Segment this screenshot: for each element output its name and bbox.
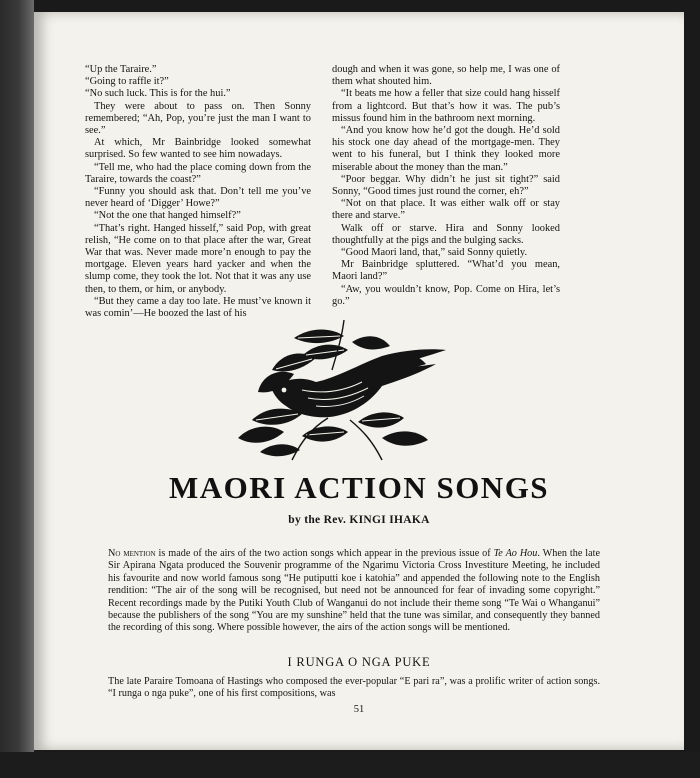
story-paragraph: Walk off or starve. Hira and Sonny looked thoughtfully at the pigs and the bulging sacks. xyxy=(332,222,560,246)
story-paragraph: “Aw, you wouldn’t know, Pop. Come on Hira, let’s go.” xyxy=(332,283,560,307)
intro-text-2: . When the late Sir Apirana Ngata produced the Souvenir programme of the Ngarimu Victoria Cross Investiture Meeting, he included his favourite and now world famous song “He putiputti koe i katohia” and appended the following note to the English rendition: “The air of the song will be recognised, but need not be announced for fear of invading some copyright.” Recent recordings made by the Putiki Youth Club of Wanganui do not include their theme song “Te Wai o Whanganui” because the publishers of the song “You are my sunshine” held that the tune was similar, and consequently they banned the recording of this song. Where possible however, the airs of the action songs will be mentioned. xyxy=(108,548,601,634)
story-paragraph: “Up the Taraire.” xyxy=(85,64,157,75)
song-subheading: I RUNGA O NGA PUKE xyxy=(287,655,431,669)
story-paragraph: “Poor beggar. Why didn’t he just sit tight?” said Sonny, “Good times just round the corner, eh?” xyxy=(332,173,560,198)
author-name: KINGI IHAKA xyxy=(349,514,430,526)
story-paragraph: “Not the one that hanged himself?” xyxy=(94,210,241,222)
story-paragraph: Mr Bainbridge spluttered. “What’d you mean, Maori land?” xyxy=(332,259,560,283)
intro-lead: No mention xyxy=(108,548,156,559)
magazine-page xyxy=(34,12,684,750)
story-paragraph: They were about to pass on. Then Sonny remembered; “Ah, Pop, you’re just the man I want to see.” xyxy=(85,100,311,137)
story-paragraph: “Tell me, who had the place coming down from the Taraire, towards the coast?” xyxy=(85,161,311,185)
intro-paragraph xyxy=(108,548,600,635)
article-title: MAORI ACTION SONGS xyxy=(168,470,550,505)
scan-edge-left xyxy=(0,0,34,778)
byline-prefix: by the Rev. xyxy=(288,514,347,526)
magazine-name: Te Ao Hou xyxy=(493,548,538,559)
story-paragraph: “And you know how he’d got the dough. He’d sold his stock one day ahead of the mortgage-men. They went to his funeral, but I think they looked more miserable about the money than the man.” xyxy=(332,125,560,173)
story-paragraph: “Not on that place. It was either walk off or stay there and starve.” xyxy=(332,198,560,222)
byline xyxy=(34,514,684,526)
story-left-column xyxy=(85,64,311,320)
story-right-column xyxy=(332,64,560,308)
story-paragraph: “Good Maori land, that,” said Sonny quietly. xyxy=(341,247,528,259)
scan-edge-bottom xyxy=(0,752,700,778)
story-paragraph: “But they came a day too late. He must’ve known it was comin’—He boozed the last of his xyxy=(85,295,311,320)
story-paragraph: “Going to raffle it?” xyxy=(85,76,169,88)
story-paragraph: “No such luck. This is for the hui.” xyxy=(85,88,231,100)
story-paragraph: “Funny you should ask that. Don’t tell me you’ve never heard of ‘Digger’ Howe?” xyxy=(85,186,311,210)
intro-text-1: is made of the airs of the two action songs which appear in the previous issue of xyxy=(155,548,494,559)
bird-woodcut-illustration xyxy=(232,320,462,462)
song-paragraph: The late Paraire Tomoana of Hastings who composed the ever-popular “E pari ra”, was a prolific writer of action songs. “I runga o nga puke”, one of his first compositions, was xyxy=(108,676,600,700)
story-paragraph: dough and when it was gone, so help me, I was one of them what shouted him. xyxy=(332,64,560,88)
story-paragraph: “It beats me how a feller that size could hang hisself from a lightcord. But that’s how it was. The pub’s missus found him in the bathroom next morning. xyxy=(332,88,560,124)
story-paragraph: At which, Mr Bainbridge looked somewhat surprised. So few wanted to see him nowadays. xyxy=(85,137,311,161)
page-number: 51 xyxy=(353,704,365,715)
story-paragraph: “That’s right. Hanged hisself,” said Pop, with great relish, “He come on to that place after the war, Great War that was. Never made more’n enough to pay the mortgage. Eleven years hard yacker and when the slump come, they took the lot. Not that it was any use then, to them, or him, or anybody. xyxy=(85,222,311,295)
